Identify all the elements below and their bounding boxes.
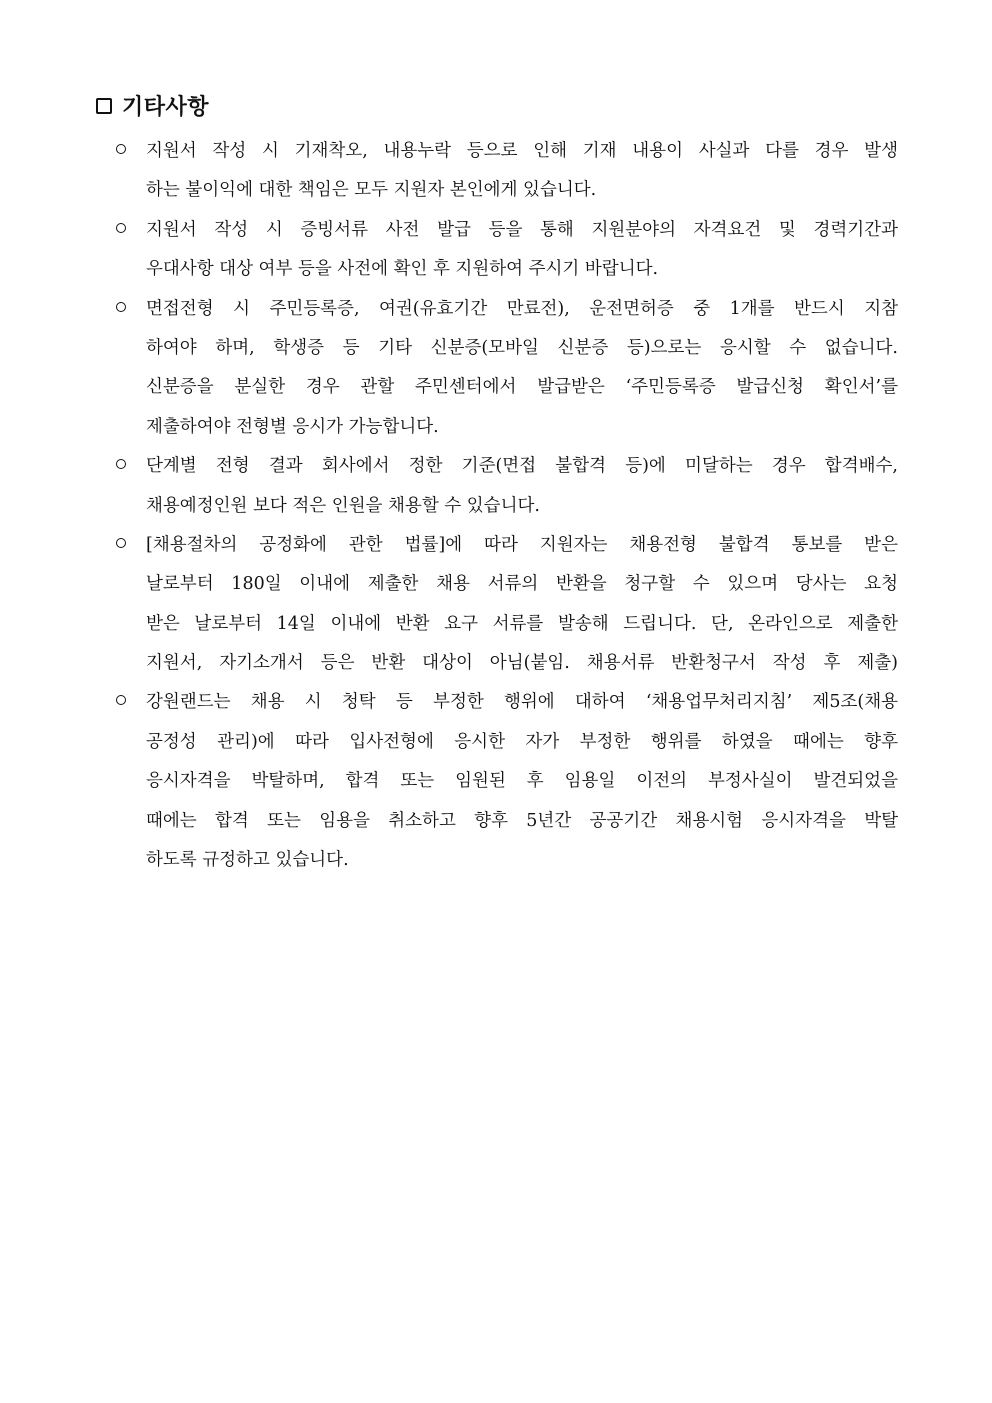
text-line: 지원서 작성 시 증빙서류 사전 발급 등을 통해 지원분야의 자격요건 및 경력기간과 [146, 219, 898, 240]
text-line: 제출하여야 전형별 응시가 가능합니다. [146, 416, 439, 437]
text-line: 단계별 전형 결과 회사에서 정한 기준(면접 불합격 등)에 미달하는 경우 합격배수, [146, 456, 898, 477]
text-line: 우대사항 대상 여부 등을 사전에 확인 후 지원하여 주시기 바랍니다. [146, 259, 659, 280]
text-line: 공정성 관리)에 따라 입사전형에 응시한 자가 부정한 행위를 하였을 때에는 향후 [146, 731, 898, 752]
text-line: 응시자격을 박탈하며, 합격 또는 임원된 후 임용일 이전의 부정사실이 발견되었을 [146, 771, 898, 792]
text-line: 하도록 규정하고 있습니다. [146, 850, 349, 871]
list-item [116, 290, 898, 448]
text-line: 하는 불이익에 대한 책임은 모두 지원자 본인에게 있습니다. [146, 180, 597, 201]
circle-bullet-icon [116, 144, 126, 154]
list-item [116, 683, 898, 880]
section-heading [96, 90, 209, 121]
text-line: 때에는 합격 또는 임용을 취소하고 향후 5년간 공공기간 채용시험 응시자격을 박탈 [146, 810, 898, 831]
text-line: [채용절차의 공정화에 관한 법률]에 따라 지원자는 채용전형 불합격 통보를 받은 [146, 534, 898, 555]
circle-bullet-icon [116, 538, 126, 548]
text-line: 하여야 하며, 학생증 등 기타 신분증(모바일 신분증 등)으로는 응시할 수 없습니다. [146, 337, 898, 358]
list-item [116, 132, 898, 211]
text-line: 강원랜드는 채용 시 청탁 등 부정한 행위에 대하여 ‘채용업무처리지침’ 제5조(채용 [146, 692, 898, 713]
text-line: 날로부터 180일 이내에 제출한 채용 서류의 반환을 청구할 수 있으며 당사는 요청 [146, 574, 898, 595]
list-item [116, 526, 898, 684]
circle-bullet-icon [116, 302, 126, 312]
notice-list [116, 132, 898, 880]
circle-bullet-icon [116, 459, 126, 469]
text-line: 채용예정인원 보다 적은 인원을 채용할 수 있습니다. [146, 495, 540, 516]
text-line: 신분증을 분실한 경우 관할 주민센터에서 발급받은 ‘주민등록증 발급신청 확인서’를 [146, 377, 898, 398]
square-bullet-icon [96, 98, 112, 114]
text-line: 지원서, 자기소개서 등은 반환 대상이 아님(붙임. 채용서류 반환청구서 작성 후 제출) [146, 653, 898, 674]
text-line: 지원서 작성 시 기재착오, 내용누락 등으로 인해 기재 내용이 사실과 다를 경우 발생 [146, 141, 898, 161]
section-title-text: 기타사항 [122, 95, 210, 120]
list-item [116, 447, 898, 526]
text-line: 받은 날로부터 14일 이내에 반환 요구 서류를 발송해 드립니다. 단, 온라인으로 제출한 [146, 613, 898, 634]
circle-bullet-icon [116, 695, 126, 705]
text-line: 면접전형 시 주민등록증, 여권(유효기간 만료전), 운전면허증 중 1개를 반드시 지참 [146, 298, 898, 319]
list-item [116, 211, 898, 290]
circle-bullet-icon [116, 223, 126, 233]
